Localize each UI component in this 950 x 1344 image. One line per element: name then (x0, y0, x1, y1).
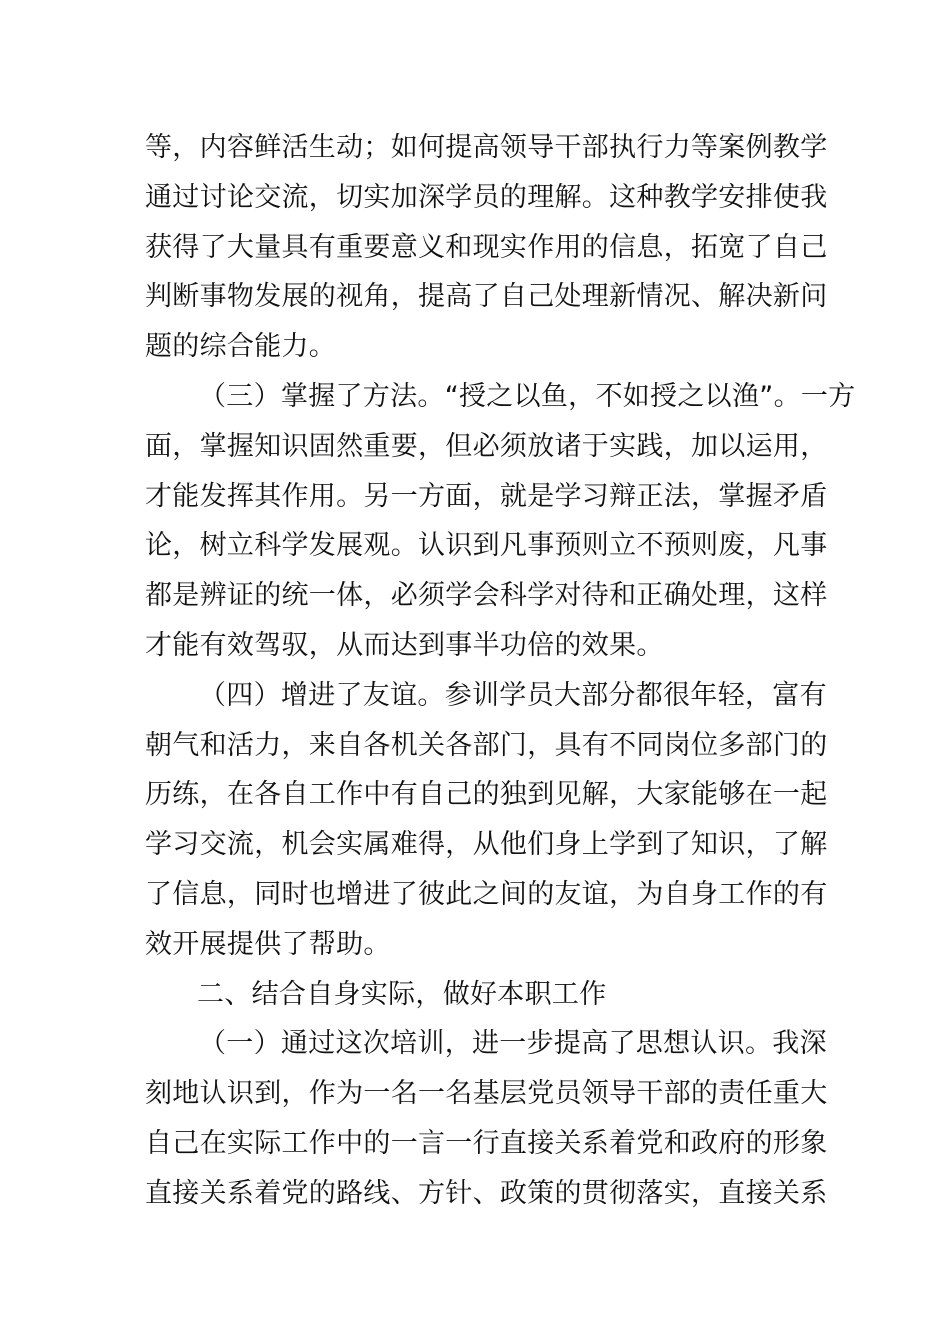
text-line: 等，内容鲜活生动；如何提高领导干部执行力等案例教学 (145, 132, 828, 163)
text-line: 直接关系着党的路线、方针、政策的贯彻落实，直接关系 (145, 1177, 828, 1209)
text-line: 才能发挥其作用。另一方面，就是学习辩正法，掌握矛盾 (145, 480, 828, 512)
text-line: 学习交流，机会实属难得，从他们身上学到了知识，了解 (145, 829, 828, 861)
paragraph-start-line: （一）通过这次培训，进一步提高了思想认识。我深 (199, 1028, 827, 1060)
text-line: 效开展提供了帮助。 (145, 928, 391, 960)
text-line: 历练，在各自工作中有自己的独到见解，大家能够在一起 (145, 779, 828, 811)
text-line: 都是辨证的统一体，必须学会科学对待和正确处理，这样 (145, 580, 828, 612)
text-line: 才能有效驾驭，从而达到事半功倍的效果。 (145, 629, 664, 661)
text-line: 自己在实际工作中的一言一行直接关系着党和政府的形象 (145, 1127, 828, 1159)
text-line: 朝气和活力，来自各机关各部门，具有不同岗位多部门的 (145, 729, 828, 761)
text-line: 通过讨论交流，切实加深学员的理解。这种教学安排使我 (145, 181, 828, 213)
text-line: 获得了大量具有重要意义和现实作用的信息，拓宽了自己 (145, 231, 828, 263)
text-line: 面，掌握知识固然重要，但必须放诸于实践，加以运用， (145, 430, 828, 462)
paragraph-start-line: （三）掌握了方法。“授之以鱼，不如授之以渔”。一方 (199, 380, 856, 412)
paragraph-start-line: （四）增进了友谊。参训学员大部分都很年轻，富有 (199, 679, 827, 711)
text-line: 了信息，同时也增进了彼此之间的友谊，为自身工作的有 (145, 878, 828, 910)
text-line: 判断事物发展的视角，提高了自己处理新情况、解决新问 (145, 281, 828, 313)
text-line: 题的综合能力。 (145, 331, 337, 363)
text-line: 刻地认识到，作为一名一名基层党员领导干部的责任重大 (145, 1078, 828, 1110)
section-heading: 二、结合自身实际，做好本职工作 (197, 978, 607, 1010)
text-line: 论，树立科学发展观。认识到凡事预则立不预则废，凡事 (145, 530, 828, 562)
document-body (145, 123, 856, 1219)
